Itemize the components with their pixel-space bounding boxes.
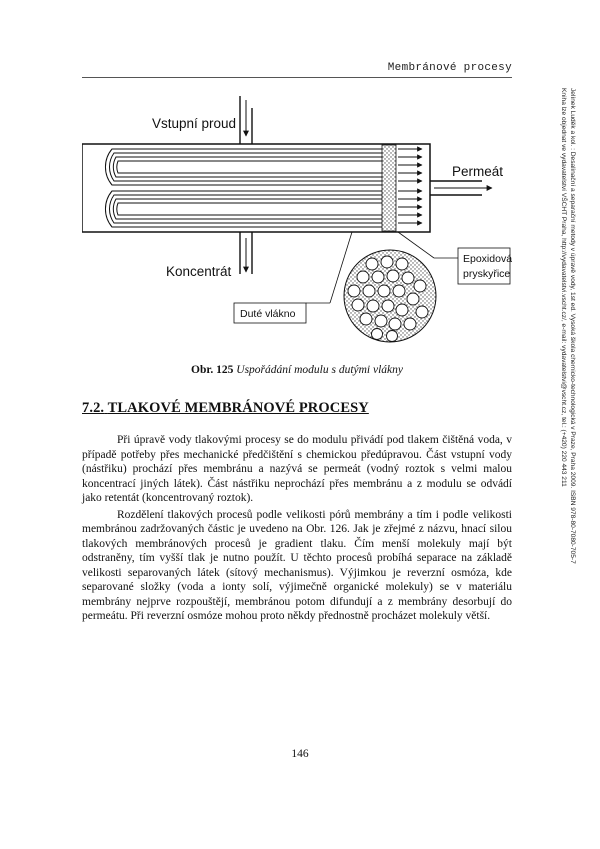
running-header: Membránové procesy [387, 62, 512, 74]
concentrate-outlet [240, 232, 252, 274]
epoxy-potting [382, 145, 396, 231]
epoxy-label-box [434, 248, 512, 284]
concentrate-label: Koncentrát [166, 264, 232, 279]
figure-caption-text: Uspořádání modulu s dutými vlákny [236, 364, 403, 376]
svg-text:pryskyřice: pryskyřice [463, 268, 511, 280]
figure-caption-number: Obr. 125 [191, 364, 234, 376]
header-rule [82, 77, 512, 78]
feed-label: Vstupní proud [152, 116, 237, 131]
permeate-label: Permeát [452, 164, 504, 179]
svg-text:Duté vlákno: Duté vlákno [240, 308, 296, 320]
permeate-outlet [430, 181, 492, 195]
side-note-line-1: Jelínek Luděk a kol. : Desalinační a separační metody v úpravě vody, 1st ed. Vysoká škola chemicko-technologická v Praze, Praha 2009. ISBN 978-80-7080-705-7 [569, 88, 576, 564]
section-number: 7.2. [82, 400, 105, 416]
side-note-line-2: Kniha lze objednat ve vydavatelství VŠCHT Praha, http://vydavatelstvi.vscht.cz/, e-mail: vydavatelstvi@vscht.cz, tel.: (+420) 220 443 211 [560, 88, 567, 487]
fiber-bundle-cross-section [344, 250, 436, 342]
hollow-fiber-bundle-bottom [105, 191, 382, 227]
side-note [559, 88, 577, 608]
paragraph-1: Při úpravě vody tlakovými procesy se do modulu přivádí pod tlakem čištěná voda, v případě potřeby přes mechanické předčištění s chemickou předúpravou. Část vstupní vody (nástřiku) prochází přes membránu a nazývá se permeát (vodný roztok s velmi malou koncentrací jiných látek). Část nástřiku neprochází přes membránu a z modulu se odvádí jako retentát (koncentrovaný roztok). [82, 434, 512, 504]
paragraph-2: Rozdělení tlakových procesů podle velikosti pórů membrány a tím i podle velikosti membránou zadržovaných částic je uvedeno na Obr. 126. Jak je zřejmé z názvu, hnací silou tlakových membránových procesů je gradient tlaku. Čím menší molekuly mají být odstraněny, tím vyšší tlak je nutno použít. U těchto procesů probíhá separace na základě velikosti separovaných látek (sítový mechanismus). Výjimkou je reverzní osmóza, kde separované složky (voda a ionty solí, výjimečně organické molekuly) se v materiálu membrány nejprve rozpouštějí, membránou potom difundují a z membrány desorbují do permeátu. Při reverzní osmóze mohou proto někdy přednostně procházet molekuly větší. [82, 508, 512, 622]
feed-inlet [240, 96, 252, 144]
page-number: 146 [291, 748, 309, 760]
section-heading [82, 400, 369, 417]
hollow-fiber-label-box [234, 303, 330, 323]
figure-caption [82, 364, 512, 376]
body-text [82, 433, 512, 626]
permeate-flow-arrows [398, 149, 422, 223]
section-title: TLAKOVÉ MEMBRÁNOVÉ PROCESY [107, 400, 369, 416]
hollow-fiber-bundle-top [105, 149, 382, 185]
hollow-fiber-module-diagram [82, 88, 512, 358]
svg-text:Epoxidová: Epoxidová [463, 253, 512, 265]
